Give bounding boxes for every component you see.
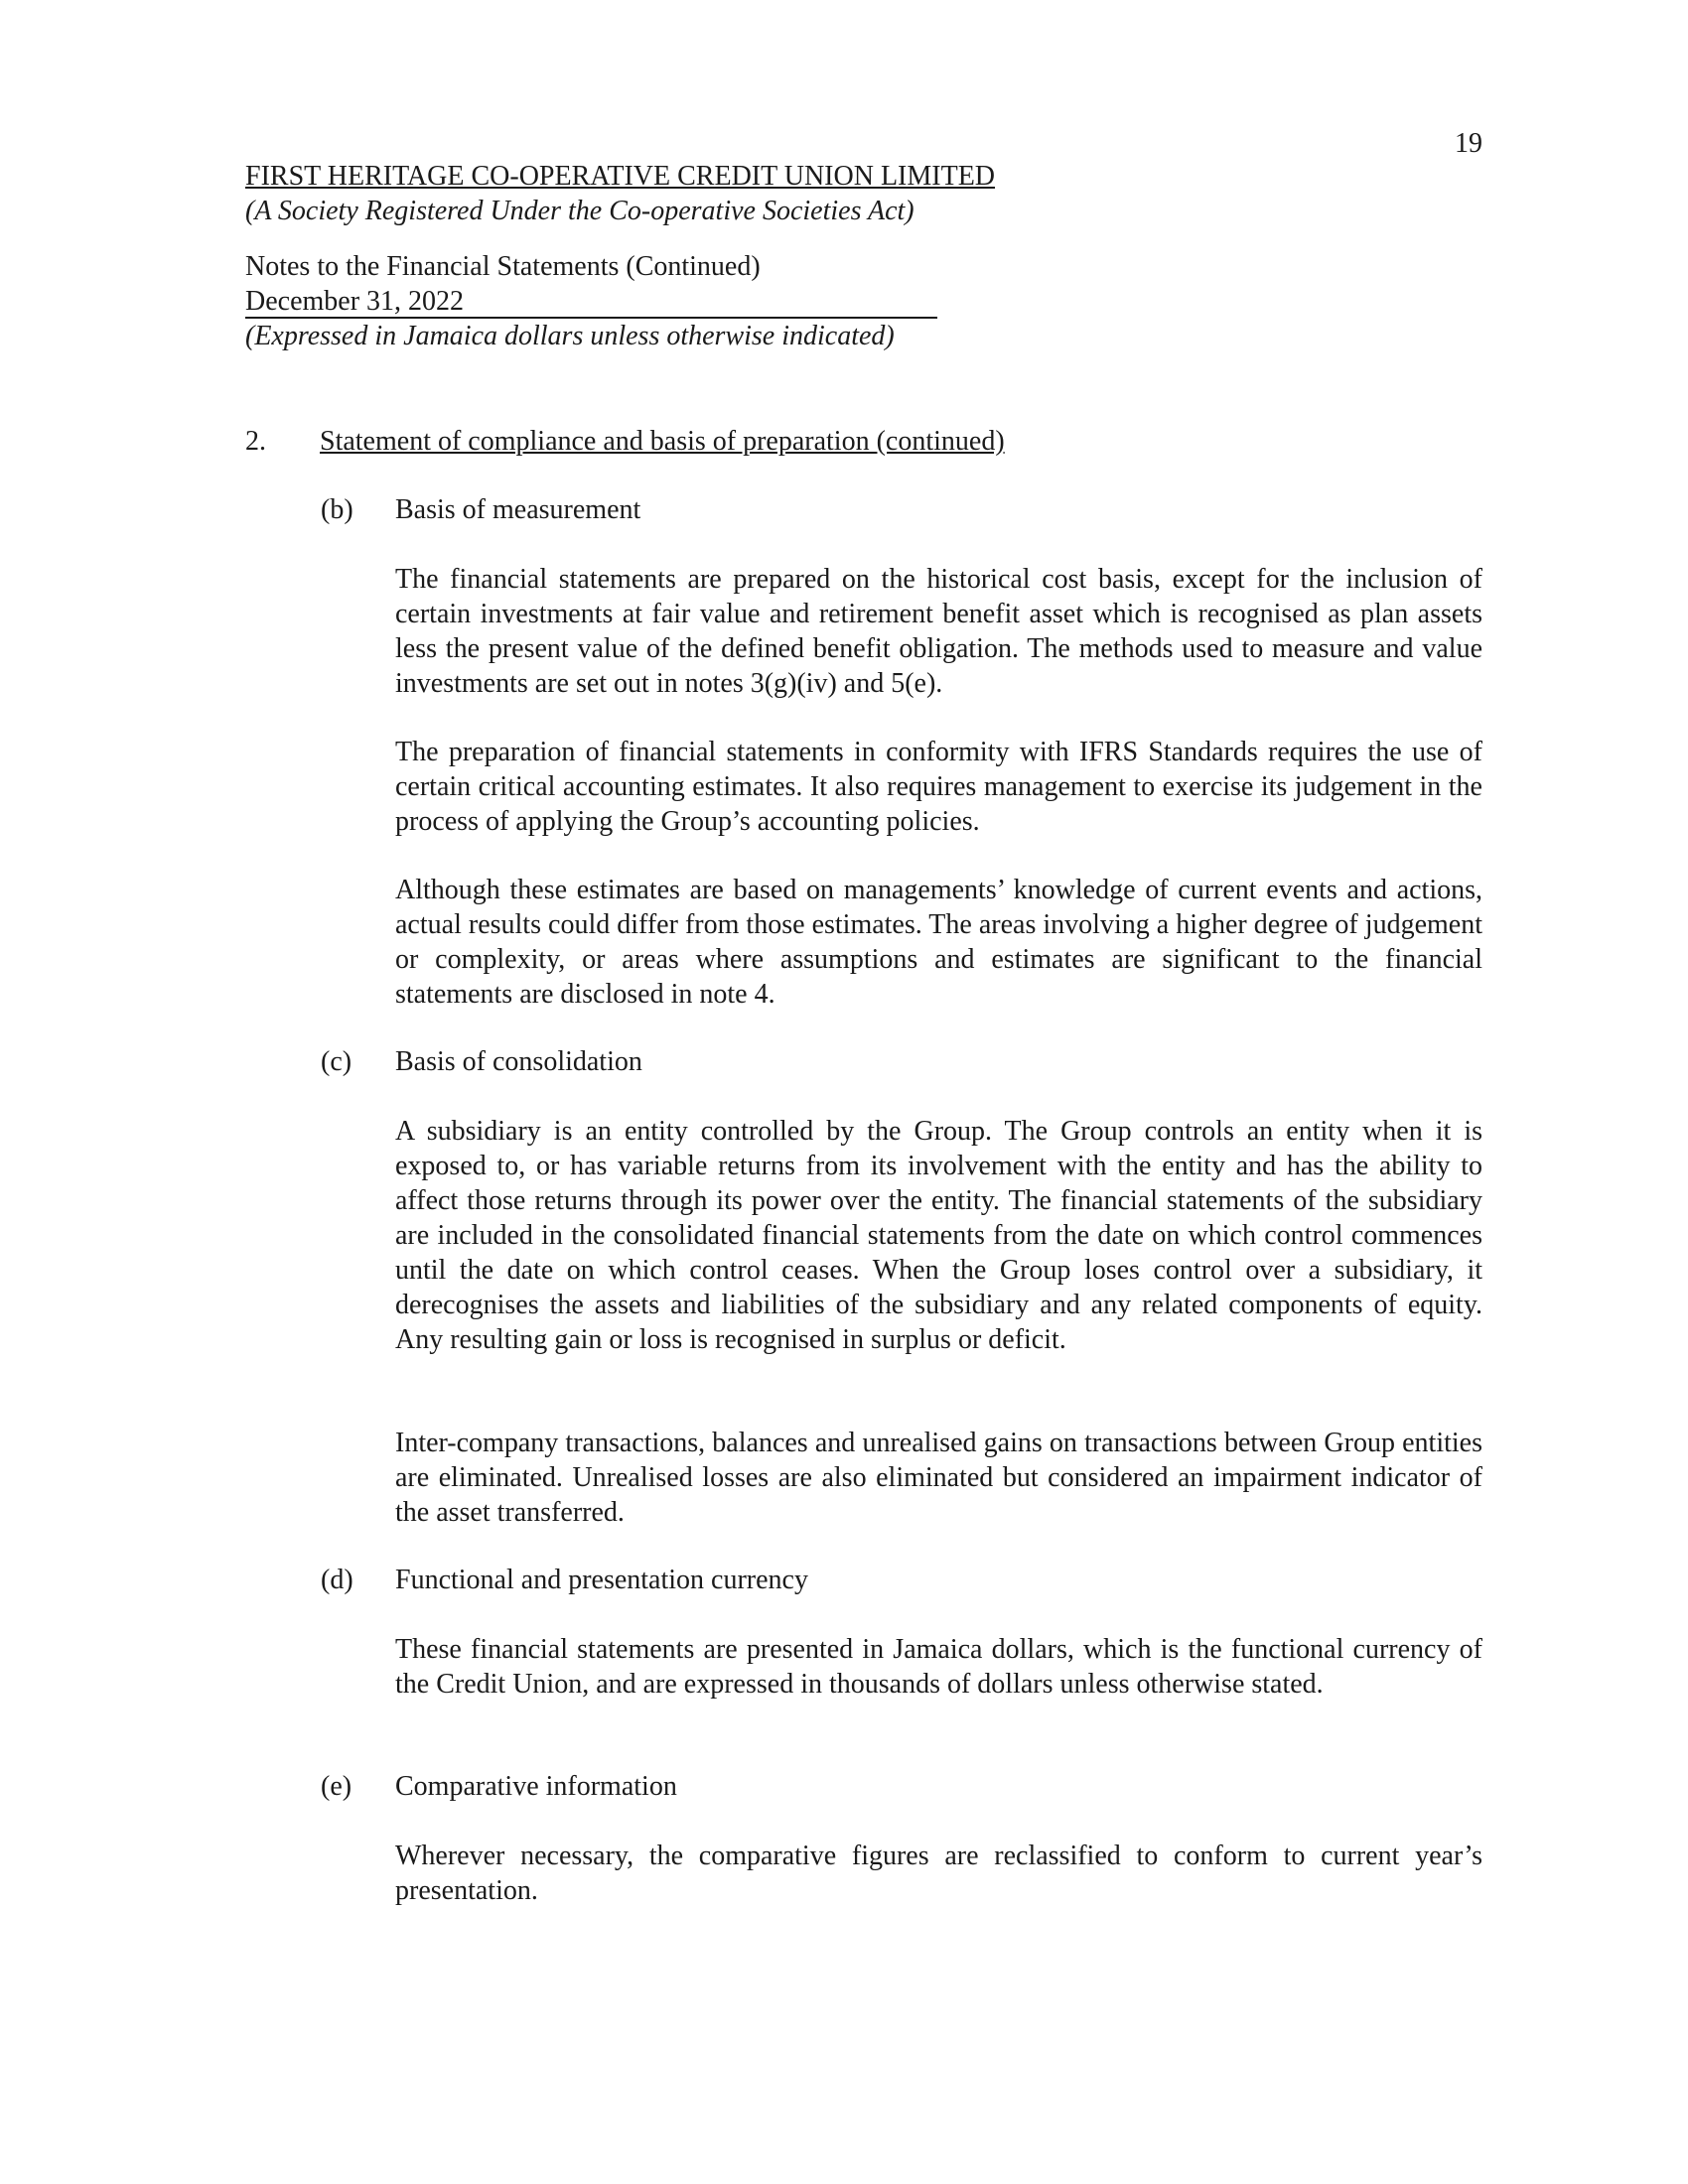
section-heading <box>245 425 1005 459</box>
section-number: 2. <box>245 426 266 457</box>
section-title: Statement of compliance and basis of preparation (continued) <box>320 426 1005 457</box>
paragraph: A subsidiary is an entity controlled by the Group. The Group controls an entity when it is exposed to, or has variable returns from its involvement with the entity and has the ability to affect those returns through its power over the entity. The financial statements of the subsidiary are included in the consolidated financial statements from the date on which control commences until the date on which control ceases. When the Group loses control over a subsidiary, it derecognises the assets and liabilities of the subsidiary and any related components of equity. Any resulting gain or loss is recognised in surplus or deficit. <box>395 1116 1482 1355</box>
notes-title: Notes to the Financial Statements (Continued) <box>245 251 761 282</box>
currency-note: (Expressed in Jamaica dollars unless otherwise indicated) <box>245 321 895 351</box>
subsection-letter: (b) <box>321 494 353 525</box>
registration-note: (A Society Registered Under the Co-operative Societies Act) <box>245 196 914 226</box>
page-number: 19 <box>1455 128 1482 159</box>
paragraph: Inter-company transactions, balances and unrealised gains on transactions between Group entities are eliminated. Unrealised losses are also eliminated but considered an impairment indicator of the asset transferred. <box>395 1428 1482 1528</box>
subsection-letter: (c) <box>321 1046 352 1077</box>
subsection-heading-b <box>321 493 640 527</box>
paragraph: Wherever necessary, the comparative figures are reclassified to conform to current year’s presentation. <box>395 1841 1482 1906</box>
paragraph: Although these estimates are based on managements’ knowledge of current events and actions, actual results could differ from those estimates. The areas involving a higher degree of judgement or complexity, or areas where assumptions and estimates are significant to the financial statements are disclosed in note 4. <box>395 875 1482 1010</box>
subsection-heading-d <box>321 1564 808 1597</box>
subsection-title: Comparative information <box>395 1771 677 1802</box>
document-header <box>245 159 995 353</box>
subsection-title: Basis of consolidation <box>395 1046 642 1077</box>
paragraph: These financial statements are presented in Jamaica dollars, which is the functional currency of the Credit Union, and are expressed in thousands of dollars unless otherwise stated. <box>395 1634 1482 1700</box>
subsection-title: Basis of measurement <box>395 494 641 525</box>
paragraph: The financial statements are prepared on the historical cost basis, except for the inclusion of certain investments at fair value and retirement benefit asset which is recognised as plan assets less the present value of the defined benefit obligation. The methods used to measure and value investments are set out in notes 3(g)(iv) and 5(e). <box>395 564 1482 699</box>
subsection-heading-e <box>321 1770 677 1804</box>
subsection-letter: (e) <box>321 1771 352 1802</box>
paragraph: The preparation of financial statements in conformity with IFRS Standards requires the use of certain critical accounting estimates. It also requires management to exercise its judgement in the process of applying the Group’s accounting policies. <box>395 737 1482 837</box>
company-name: FIRST HERITAGE CO-OPERATIVE CREDIT UNION LIMITED <box>245 161 996 192</box>
subsection-heading-c <box>321 1045 642 1079</box>
subsection-title: Functional and presentation currency <box>395 1565 808 1595</box>
statement-date: December 31, 2022 <box>245 286 937 319</box>
subsection-letter: (d) <box>321 1565 353 1595</box>
